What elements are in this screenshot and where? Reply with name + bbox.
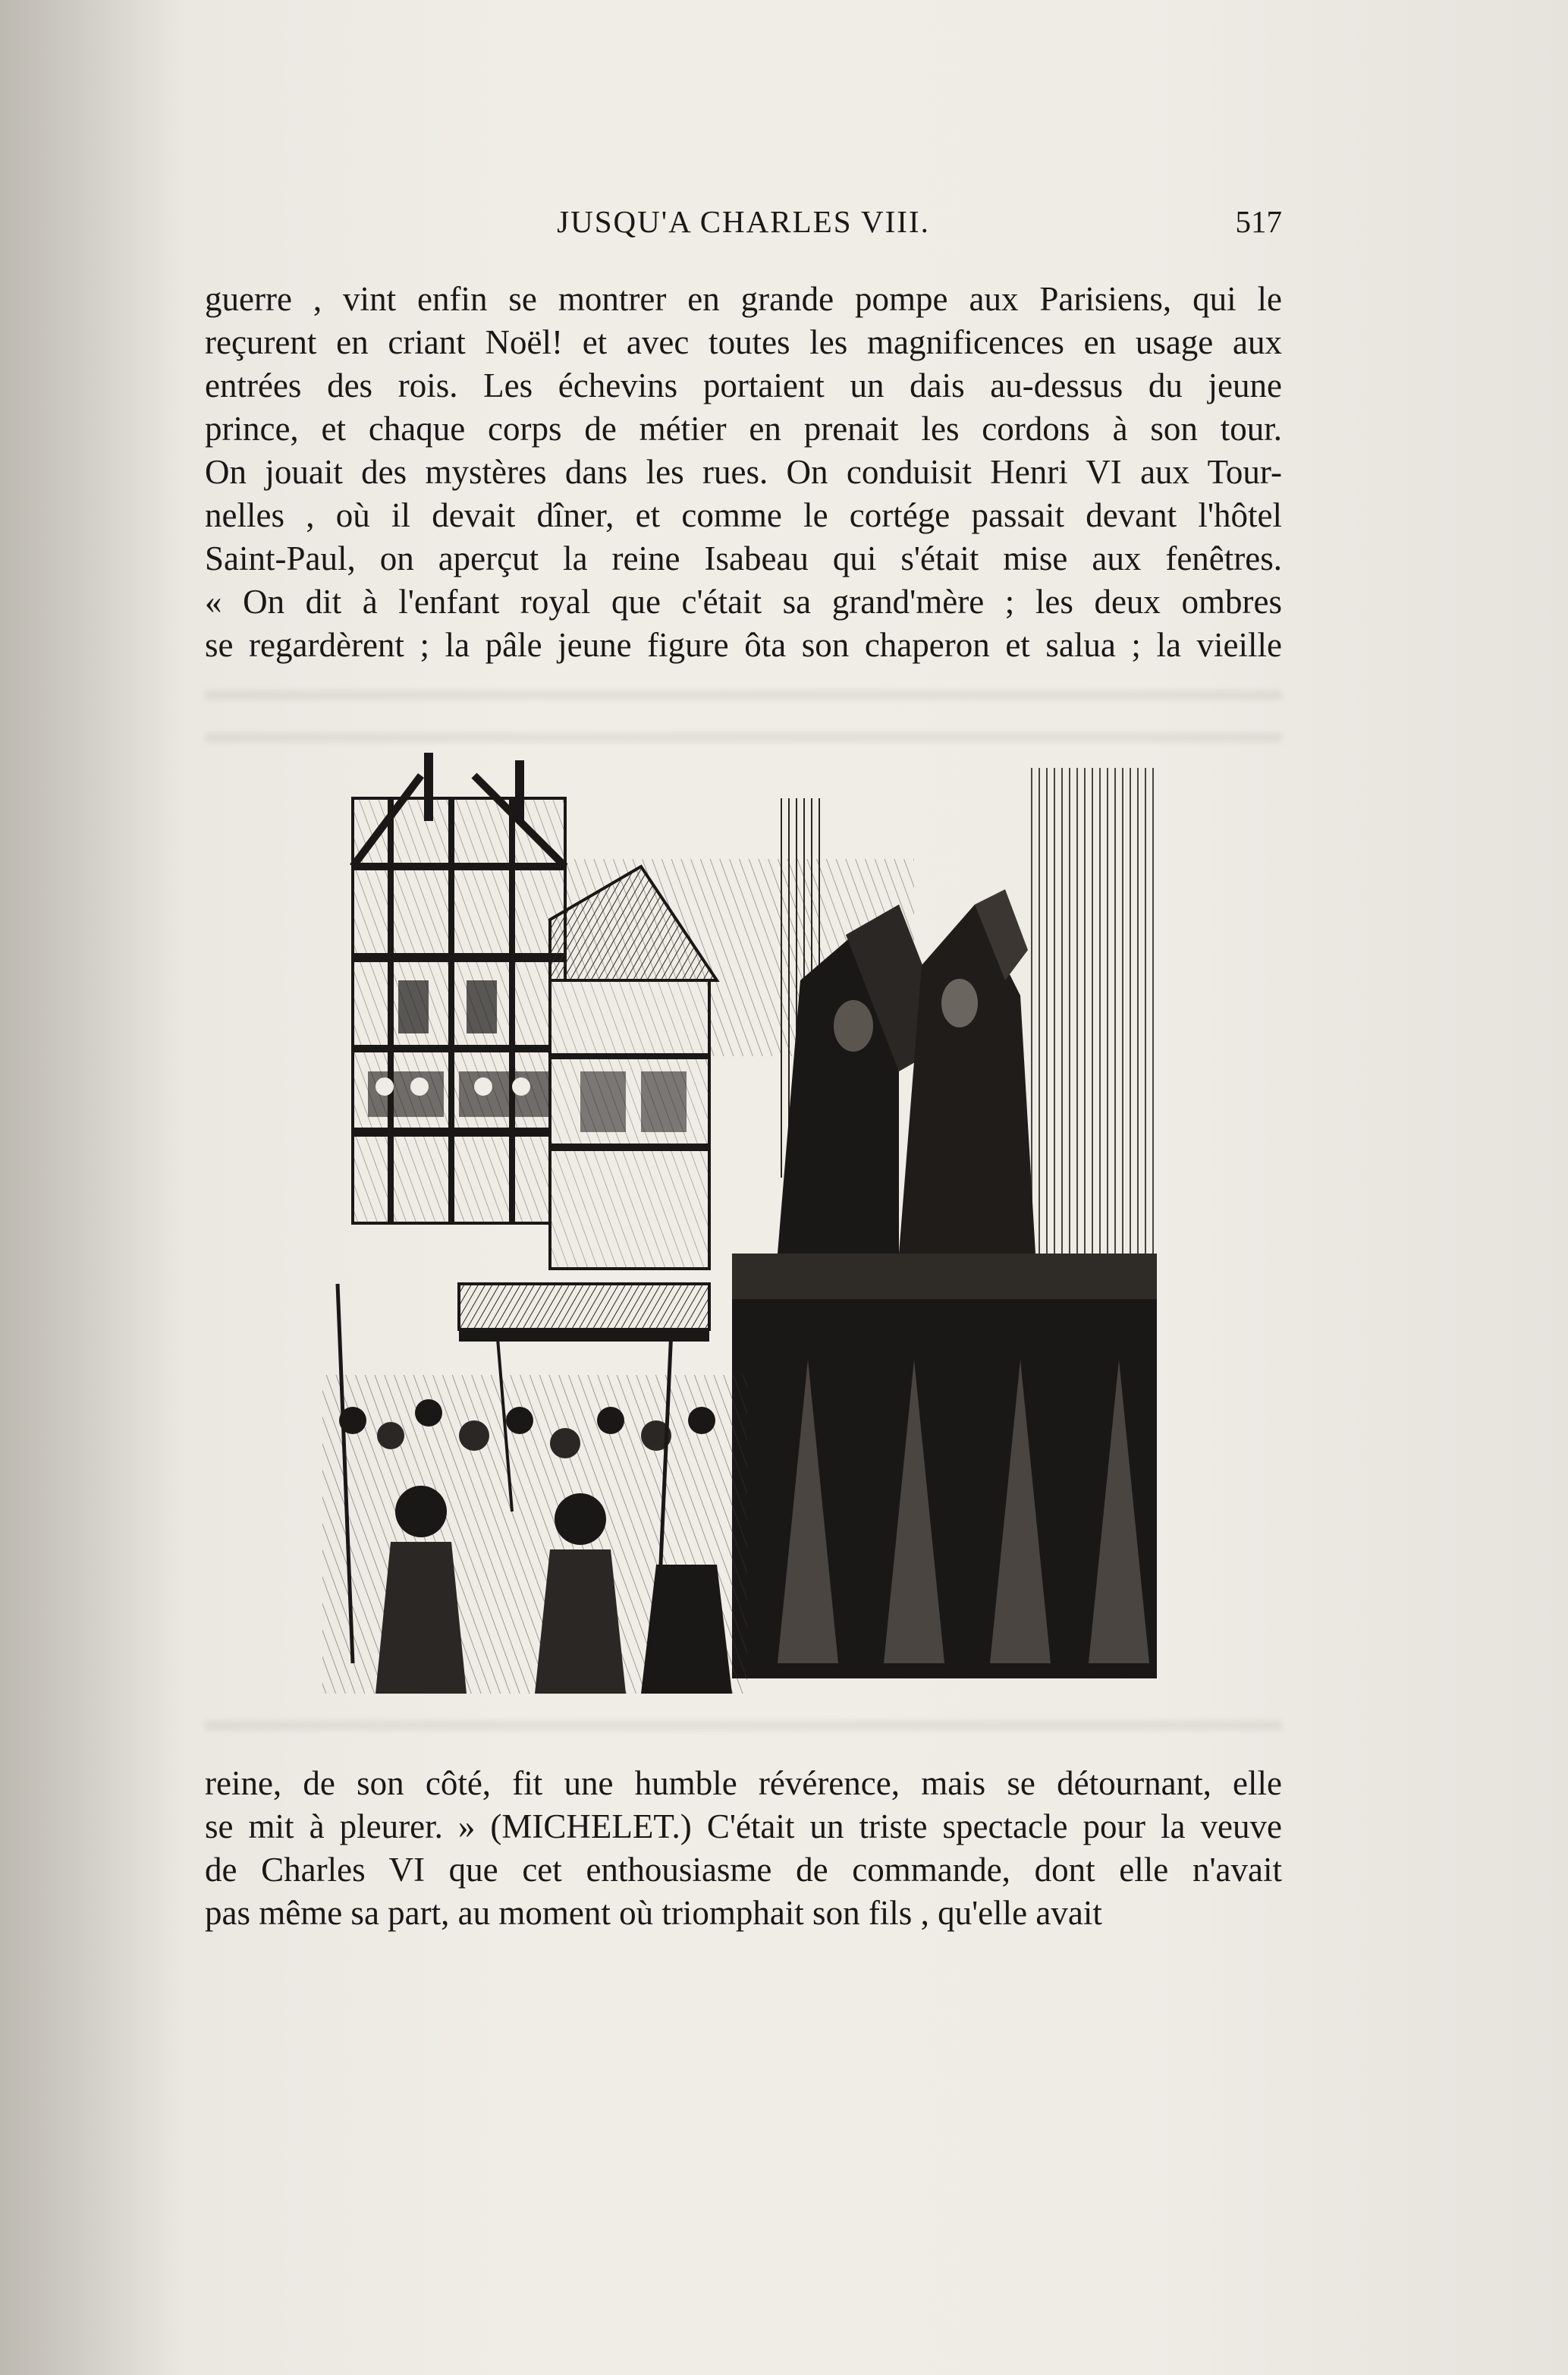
- text-line: de Charles VI que cet enthousiasme de commande, dont elle n'avait: [205, 1851, 1282, 1889]
- text-line: « On dit à l'enfant royal que c'était sa grand'mère ; les deux ombres: [205, 583, 1282, 621]
- engraver-signature: J.CAUXFR: [1089, 1669, 1141, 1681]
- page-number: 517: [1235, 204, 1282, 239]
- show-through-text: [205, 1721, 1282, 1730]
- running-head: [205, 203, 1282, 249]
- text-line: nelles , où il devait dîner, et comme le cortége passait devant l'hôtel: [205, 496, 1282, 534]
- text-line: se regardèrent ; la pâle jeune figure ôta son chaperon et salua ; la vieille: [205, 626, 1282, 664]
- timber-house: [353, 753, 565, 1223]
- body-text-top: [205, 278, 1282, 667]
- crowd: [322, 1284, 747, 1694]
- show-through-text: [205, 690, 1282, 700]
- text-line: Saint-Paul, on aperçut la reine Isabeau qui s'était mise aux fenêtres.: [205, 539, 1282, 577]
- text-line: pas même sa part, au moment où triomphait son fils , qu'elle avait: [205, 1894, 1102, 1932]
- page-gutter-shadow: [0, 0, 182, 2375]
- text-line: reçurent en criant Noël! et avec toutes les magnificences en usage aux: [205, 323, 1282, 361]
- text-line: entrées des rois. Les échevins portaient un dais au-dessus du jeune: [205, 366, 1282, 404]
- text-line: prince, et chaque corps de métier en prenait les cordons à son tour.: [205, 410, 1282, 448]
- text-line: reine, de son côté, fit une humble révérence, mais se détournant, elle: [205, 1764, 1282, 1802]
- text-line: se mit à pleurer. » (MICHELET.) C'était un triste spectacle pour la veuve: [205, 1807, 1282, 1845]
- engraving-illustration: [322, 753, 1172, 1694]
- body-text-bottom: [205, 1762, 1282, 1935]
- text-line: On jouait des mystères dans les rues. On conduisit Henri VI aux Tour-: [205, 453, 1282, 491]
- show-through-text: [205, 733, 1282, 742]
- text-line: guerre , vint enfin se montrer en grande pompe aux Parisiens, qui le: [205, 280, 1282, 318]
- running-title: JUSQU'A CHARLES VIII.: [557, 204, 930, 239]
- engraving-svg: [322, 753, 1172, 1694]
